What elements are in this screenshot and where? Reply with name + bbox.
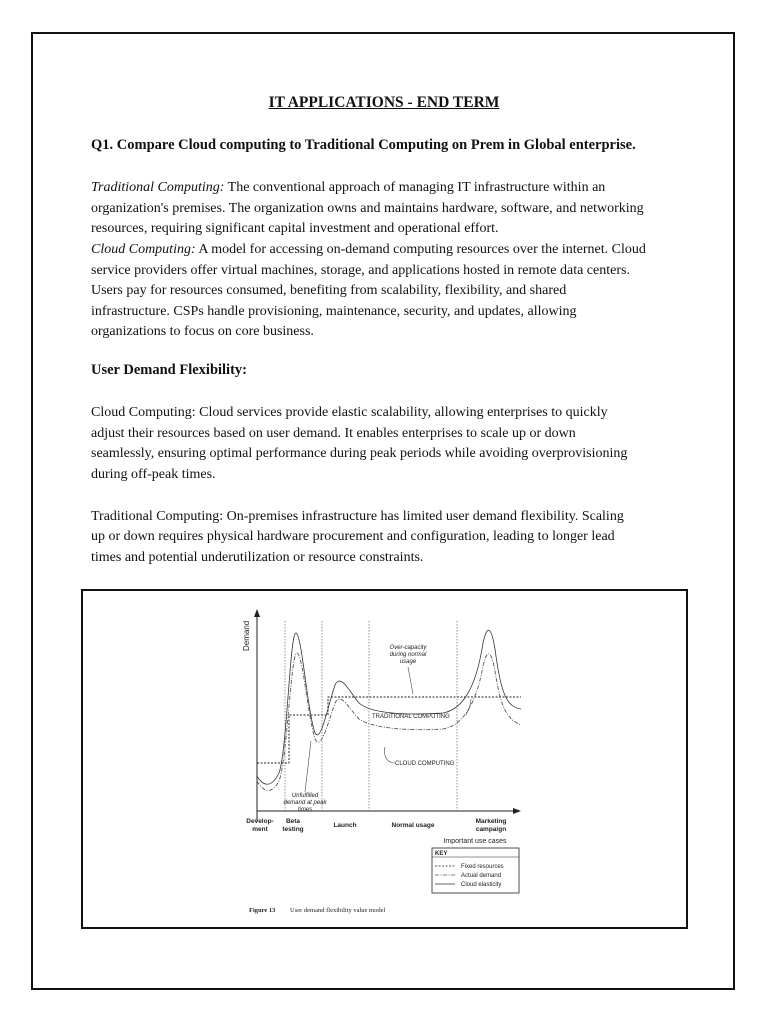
cloud-paragraph-line: adjust their resources based on user demand. It enables enterprises to scale up or down [91,426,576,441]
cloud-paragraph-line: during off-peak times. [91,467,216,482]
y-axis-arrow-icon [254,609,260,617]
phase-label: Marketing [475,818,507,825]
legend-key [432,848,519,893]
unfulfilled-pointer [305,741,311,792]
cloud-definition-line-1: Cloud Computing: A model for accessing on-demand computing resources over the internet. Cloud [91,242,646,257]
actual-demand-line [257,653,521,790]
phase-label: Beta [285,818,301,825]
svg-text:demand at peak: demand at peak [283,800,327,806]
traditional-term: Traditional Computing: [91,180,225,195]
cloud-pointer [384,747,395,763]
overcapacity-pointer [408,667,413,694]
figure-frame [81,589,688,929]
document-title: IT APPLICATIONS - END TERM [268,94,500,111]
legend-actual-label: Actual demand [461,873,502,879]
figure-caption-text: User demand flexibility value model [290,907,386,914]
svg-text:times: times [297,807,313,813]
traditional-paragraph-line: Traditional Computing: On-premises infrastructure has limited user demand flexibility. Scaling [91,509,624,524]
phase-labels [246,818,506,833]
phase-label: Develop- [246,818,274,825]
section-heading: User Demand Flexibility: [91,362,247,378]
cloud-definition-line-4: infrastructure. CSPs handle provisioning, maintenance, security, and updates, allowing [91,304,577,319]
x-axis-arrow-icon [513,808,521,814]
svg-text:during normal: during normal [389,652,427,658]
fixed-resources-line [257,697,521,763]
question-heading: Q1. Compare Cloud computing to Traditional Computing on Prem in Global enterprise. [91,137,636,153]
traditional-computing-annotation: TRADITIONAL COMPUTING [372,714,450,720]
overcapacity-annotation [390,645,428,665]
cloud-paragraph-line: seamlessly, ensuring optimal performance during peak periods while avoiding overprovisioning [91,446,628,461]
x-axis-label: Important use cases [443,838,507,845]
traditional-definition-line-3: resources, requiring significant capital investment and operational effort. [91,221,499,236]
traditional-definition-line-2: organization's premises. The organization owns and maintains hardware, software, and networking [91,201,644,216]
svg-text:usage: usage [399,659,417,665]
svg-text:Over-capacity: Over-capacity [389,645,427,651]
traditional-paragraph-line: times and potential underutilization or resource constraints. [91,550,424,565]
legend-cloud-label: Cloud elasticity [461,882,502,888]
legend-title: KEY [435,851,448,857]
legend-fixed-label: Fixed resources [461,864,504,870]
figure-caption-number: Figure 13 [249,907,276,914]
unfulfilled-annotation [283,793,327,813]
cloud-computing-annotation: CLOUD COMPUTING [395,761,455,767]
traditional-definition-line-1: Traditional Computing: The conventional approach of managing IT infrastructure within an [91,180,606,195]
demand-flexibility-diagram [83,591,686,927]
phase-label: testing [282,826,304,833]
phase-label: Normal usage [391,822,435,829]
cloud-definition-line-2: service providers offer virtual machines, storage, and applications hosted in remote data centers. [91,263,630,278]
traditional-paragraph-line: up or down requires physical hardware procurement and configuration, leading to longer lead [91,529,615,544]
y-axis-label: Demand [242,620,251,651]
phase-label: Launch [333,822,357,829]
cloud-paragraph-line: Cloud Computing: Cloud services provide elastic scalability, allowing enterprises to quickly [91,405,608,420]
cloud-term: Cloud Computing: [91,242,196,257]
cloud-definition-line-5: organizations to focus on core business. [91,324,314,339]
phase-label: campaign [475,826,507,833]
phase-label: ment [252,826,268,833]
svg-text:Unfulfilled: Unfulfilled [291,793,319,799]
cloud-definition-line-3: Users pay for resources consumed, benefiting from scalability, flexibility, and shared [91,283,567,298]
